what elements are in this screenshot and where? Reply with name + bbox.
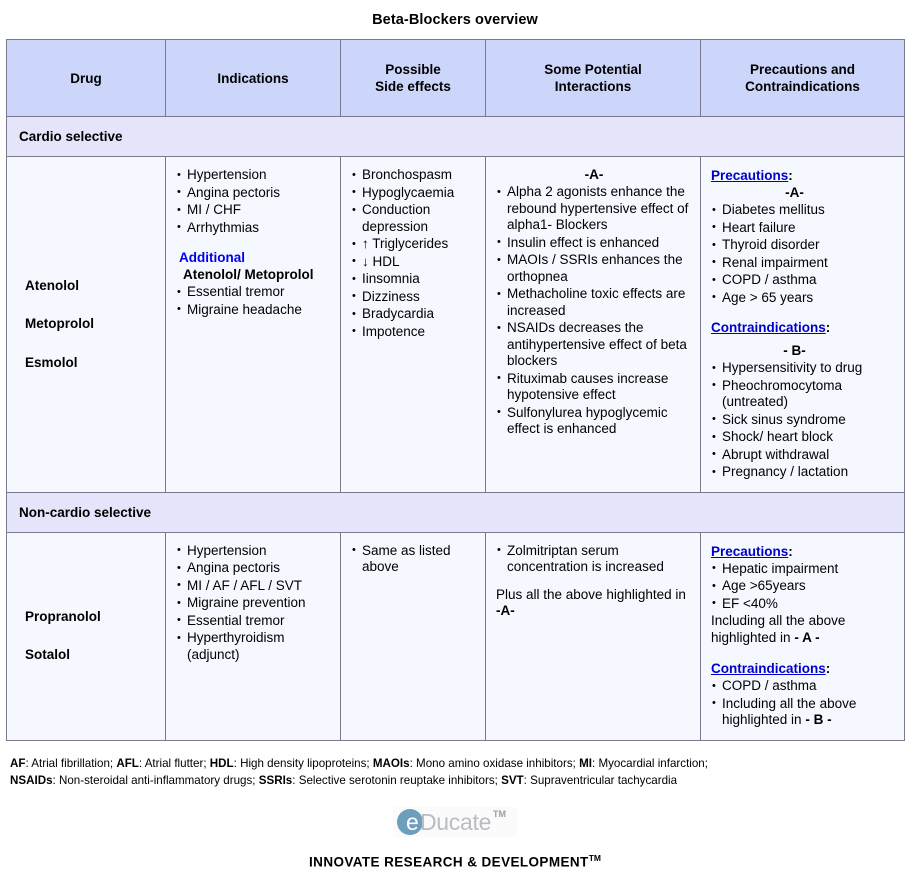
column-header-line1: Possible (345, 61, 481, 78)
logo-area (0, 807, 910, 837)
page-title: Beta-Blockers overview (0, 0, 910, 39)
abbr-value: Myocardial infarction (598, 757, 704, 770)
contraindications-note-tag: - B - (805, 712, 831, 727)
list-item: • Methacholine toxic effects are increased (496, 286, 692, 319)
side-effects-list (351, 167, 477, 340)
cell-side-effects (341, 532, 486, 740)
spacer (176, 237, 332, 249)
list-item: • Migraine headache (176, 302, 332, 319)
abbr-key: MAOIs (373, 757, 410, 770)
list-item: • Zolmitriptan serum concentration is increased (496, 543, 692, 576)
column-header-line1: Precautions and (705, 61, 900, 78)
colon: : (788, 168, 793, 183)
cell-indications (166, 532, 341, 740)
list-item: • Hypertension (176, 543, 332, 560)
abbr-key: AF (10, 757, 25, 770)
list-item: • Abrupt withdrawal (711, 447, 896, 464)
abbr-value: Non-steroidal anti-inflammatory drugs (59, 774, 252, 787)
precautions-list (711, 561, 896, 613)
list-item: • Age > 65 years (711, 290, 896, 307)
abbreviations-line-1: AF: Atrial fibrillation; AFL: Atrial flutter; HDL: High density lipoproteins; MAOIs: Mono amino oxidase inhibitors; MI: Myocardial infarction; (10, 755, 900, 772)
list-item: • Hepatic impairment (711, 561, 896, 578)
interactions-list (496, 543, 692, 576)
list-item: • NSAIDs decreases the antihypertensive effect of beta blockers (496, 320, 692, 370)
list-item (711, 696, 896, 729)
side-effects-list (351, 543, 477, 576)
list-item: • COPD / asthma (711, 272, 896, 289)
list-item: • Hypoglycaemia (351, 185, 477, 202)
abbr-value: Selective serotonin reuptake inhibitors (299, 774, 495, 787)
abbr-value: High density lipoproteins (240, 757, 366, 770)
abbreviations-line-2: NSAIDs: Non-steroidal anti-inflammatory drugs; SSRIs: Selective serotonin reuptake inhibitors; SVT: Supraventricular tachycardia (10, 772, 900, 789)
list-item: • Hyperthyroidism (adjunct) (176, 630, 332, 663)
list-item: • Essential tremor (176, 613, 332, 630)
list-item: • MI / CHF (176, 202, 332, 219)
group-tag-a: -A- (496, 167, 692, 183)
list-item: • Hypertension (176, 167, 332, 184)
list-item: • Heart failure (711, 220, 896, 237)
list-item: • Pheochromocytoma (untreated) (711, 378, 896, 411)
cell-side-effects (341, 157, 486, 493)
colon: : (788, 544, 793, 559)
list-item: • Pregnancy / lactation (711, 464, 896, 481)
column-header-line1: Indications (170, 70, 336, 87)
abbr-key: NSAIDs (10, 774, 53, 787)
precautions-note-prefix: Including all the above highlighted in (711, 613, 845, 645)
drug-name: Sotalol (25, 647, 157, 664)
cell-interactions (486, 157, 701, 493)
colon: : (826, 320, 831, 335)
list-item: • Alpha 2 agonists enhance the rebound hypertensive effect of alpha1- Blockers (496, 184, 692, 234)
list-item: • Rituximab causes increase hypotensive effect (496, 371, 692, 404)
drug-name: Esmolol (25, 355, 157, 372)
column-header-indications (166, 40, 341, 117)
logo-trademark: TM (493, 809, 506, 819)
contraindications-heading-text: Contraindications (711, 320, 826, 335)
list-item: • Migraine prevention (176, 595, 332, 612)
list-item: • Bronchospasm (351, 167, 477, 184)
interactions-note-tag: -A- (496, 603, 515, 618)
cell-drugs (7, 157, 166, 493)
precautions-heading-text: Precautions (711, 168, 788, 183)
list-item: • Sick sinus syndrome (711, 412, 896, 429)
list-item: • Angina pectoris (176, 560, 332, 577)
list-item: • Shock/ heart block (711, 429, 896, 446)
precautions-list (711, 202, 896, 306)
drug-name: Propranolol (25, 609, 157, 626)
list-item: • Same as listed above (351, 543, 477, 576)
precautions-heading (711, 543, 896, 560)
list-item: • Essential tremor (176, 284, 332, 301)
column-header-line2: Interactions (490, 78, 696, 95)
contraindications-list (711, 678, 896, 729)
beta-blockers-table (6, 39, 905, 741)
list-item: • Impotence (351, 324, 477, 341)
column-header-line1: Some Potential (490, 61, 696, 78)
contraindications-list (711, 360, 896, 481)
table-row (7, 532, 905, 740)
list-item: • Age >65years (711, 578, 896, 595)
group-tag-a: -A- (711, 185, 896, 201)
table-row (7, 157, 905, 493)
list-item: • Angina pectoris (176, 185, 332, 202)
abbr-key: SVT (501, 774, 524, 787)
contraindications-heading (711, 319, 896, 336)
column-header-line2: Contraindications (705, 78, 900, 95)
list-item: • Arrhythmias (176, 220, 332, 237)
footer-trademark: TM (589, 853, 601, 863)
list-item: • Thyroid disorder (711, 237, 896, 254)
precautions-note-tag: - A - (794, 630, 819, 645)
cell-interactions (486, 532, 701, 740)
abbreviations-footnote (10, 755, 900, 789)
spacer (711, 646, 896, 660)
precautions-note (711, 613, 896, 646)
list-item: • Sulfonylurea hypoglycemic effect is enhanced (496, 405, 692, 438)
drug-name: Metoprolol (25, 316, 157, 333)
column-header-interactions (486, 40, 701, 117)
list-item: • Iinsomnia (351, 271, 477, 288)
column-header-precautions (701, 40, 905, 117)
drug-name: Atenolol (25, 278, 157, 295)
group-tag-b: - B- (711, 343, 896, 359)
column-header-line2: Side effects (345, 78, 481, 95)
list-item: • Insulin effect is enhanced (496, 235, 692, 252)
list-item: • Diabetes mellitus (711, 202, 896, 219)
cell-precautions-contraindications (701, 157, 905, 493)
abbr-key: SSRIs (259, 774, 293, 787)
cell-precautions-contraindications (701, 532, 905, 740)
footer-text: INNOVATE RESEARCH & DEVELOPMENT (309, 854, 589, 869)
list-item: • Renal impairment (711, 255, 896, 272)
table-container (6, 39, 904, 741)
list-item: • Dizziness (351, 289, 477, 306)
cell-indications (166, 157, 341, 493)
indications-list (176, 543, 332, 664)
abbr-key: HDL (210, 757, 234, 770)
list-item: • ↑ Triglycerides (351, 236, 477, 253)
list-item: • Bradycardia (351, 306, 477, 323)
colon: : (826, 661, 831, 676)
list-item: • COPD / asthma (711, 678, 896, 695)
abbr-value: Mono amino oxidase inhibitors (416, 757, 573, 770)
abbr-key: AFL (116, 757, 139, 770)
contraindications-heading (711, 660, 896, 677)
list-item: • Conduction depression (351, 202, 477, 235)
abbr-value: Atrial fibrillation (31, 757, 110, 770)
column-header-side-effects (341, 40, 486, 117)
abbr-value: Atrial flutter (145, 757, 204, 770)
abbr-value: Supraventricular tachycardia (530, 774, 677, 787)
logo-letter-e: e (406, 808, 419, 836)
list-item: • MI / AF / AFL / SVT (176, 578, 332, 595)
column-header-line1: Drug (11, 70, 161, 87)
column-header-drug (7, 40, 166, 117)
additional-label: Additional (176, 249, 332, 266)
contraindications-note-prefix: Including all the above highlighted in (722, 696, 856, 728)
logo-wordmark: Ducate (420, 808, 491, 836)
interactions-list (496, 184, 692, 438)
section-band-label: Non-cardio selective (7, 492, 905, 532)
spacer (711, 307, 896, 319)
cell-drugs (7, 532, 166, 740)
list-item: • Hypersensitivity to drug (711, 360, 896, 377)
educate-logo (393, 807, 517, 837)
spacer (496, 577, 692, 587)
list-item: • MAOIs / SSRIs enhances the orthopnea (496, 252, 692, 285)
precautions-heading (711, 167, 896, 184)
additional-drugs-label: Atenolol/ Metoprolol (176, 266, 332, 283)
indications-list (176, 167, 332, 236)
interactions-note-prefix: Plus all the above highlighted in (496, 587, 686, 602)
interactions-note (496, 587, 692, 620)
table-header-row (7, 40, 905, 117)
section-band-label: Cardio selective (7, 117, 905, 157)
section-band-non-cardio-selective (7, 492, 905, 532)
list-item: • EF <40% (711, 596, 896, 613)
list-item: • ↓ HDL (351, 254, 477, 271)
section-band-cardio-selective (7, 117, 905, 157)
additional-indications-list (176, 284, 332, 318)
contraindications-heading-text: Contraindications (711, 661, 826, 676)
abbr-key: MI (579, 757, 592, 770)
precautions-heading-text: Precautions (711, 544, 788, 559)
